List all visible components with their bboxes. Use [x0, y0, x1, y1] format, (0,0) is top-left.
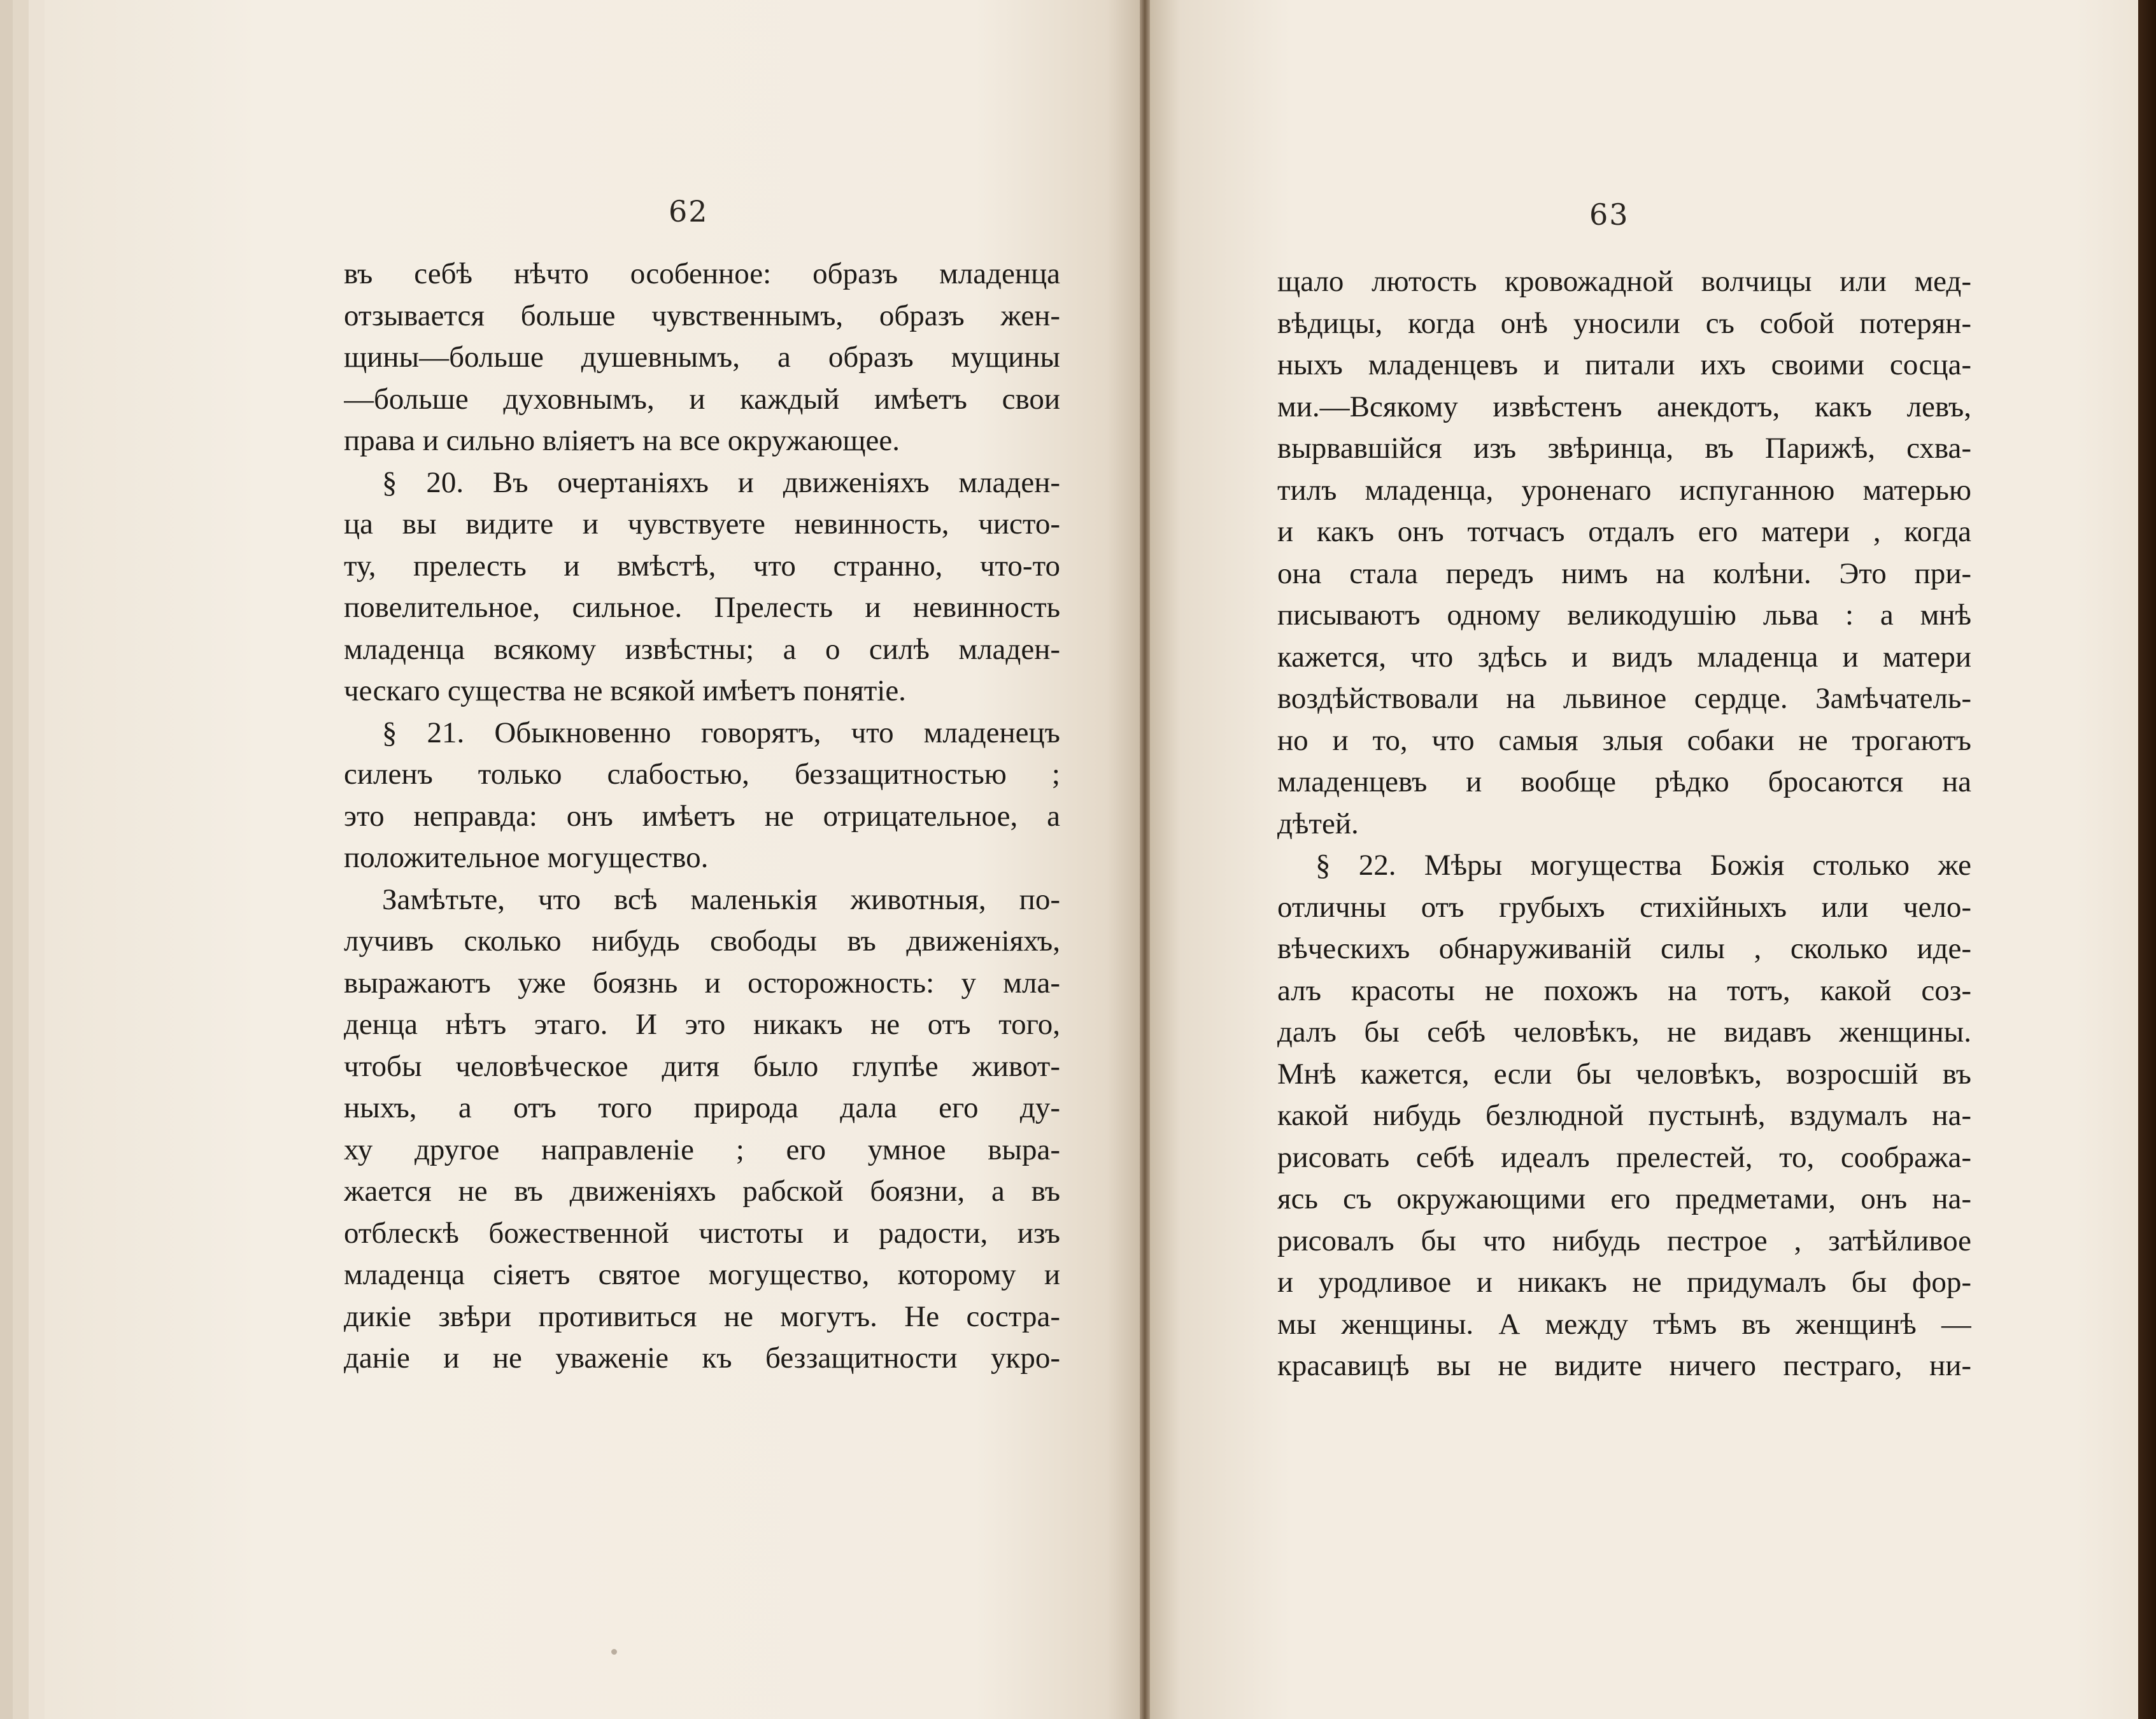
text-line: Замѣтьте, что всѣ маленькія животныя, по-	[382, 882, 1060, 916]
text-line: воздѣйствовали на львиное сердце. Замѣчатель-	[1277, 682, 1971, 715]
text-line: даніе и не уваженіе къ беззащитности укро-	[344, 1341, 1060, 1375]
text-line: —больше духовнымъ, и каждый имѣетъ свои	[344, 382, 1060, 416]
text-line: она стала передъ нимъ на колѣни. Это при-	[1277, 556, 1971, 590]
text-line: ху другое направленіе ; его умное выра-	[344, 1133, 1060, 1166]
text-line: алъ красоты не похожъ на тотъ, какой соз-	[1277, 973, 1971, 1007]
text-line: § 22. Мѣры могущества Божія столько же	[1316, 849, 1971, 882]
text-line: § 20. Въ очертаніяхъ и движеніяхъ младен-	[382, 465, 1060, 499]
text-line: § 21. Обыкновенно говорятъ, что младенецъ	[382, 716, 1060, 749]
text-line: ту, прелесть и вмѣстѣ, что странно, что-то	[344, 549, 1060, 583]
text-line: рисовать себѣ идеалъ прелестей, то, сообража-	[1277, 1140, 1971, 1174]
text-line: ныхъ младенцевъ и питали ихъ своими сосца-	[1277, 348, 1971, 381]
text-line: и уродливое и никакъ не придумалъ бы фор-	[1277, 1266, 1971, 1299]
text-line: ца вы видите и чувствуете невинность, чисто-	[344, 507, 1060, 541]
text-line: ми.—Всякому извѣстенъ анекдотъ, какъ левъ,	[1277, 390, 1971, 423]
text-line: красавицѣ вы не видите ничего пестраго, ни-	[1277, 1349, 1971, 1382]
text-line: силенъ только слабостью, беззащитностью ;	[344, 758, 1060, 791]
book-gutter	[1140, 0, 1150, 1719]
paper-speck	[611, 1649, 617, 1655]
page-body-text	[344, 253, 1060, 1380]
text-line: рисовалъ бы что нибудь пестрое , затѣйливое	[1277, 1224, 1971, 1257]
text-line: писываютъ одному великодушію льва : а мнѣ	[1277, 598, 1971, 632]
text-line: это неправда: онъ имѣетъ не отрицательное, а	[344, 799, 1060, 833]
text-line: жается не въ движеніяхъ рабской боязни, а въ	[344, 1175, 1060, 1208]
text-line: лучивъ сколько нибудь свободы въ движеніяхъ,	[344, 924, 1060, 958]
text-line: дикіе звѣри противиться не могутъ. Не состра-	[344, 1299, 1060, 1333]
text-line: младенцевъ и вообще рѣдко бросаются на	[1277, 765, 1971, 798]
text-line: отзывается больше чувственнымъ, образъ жен-	[344, 299, 1060, 332]
text-line: мы женщины. А между тѣмъ въ женщинѣ —	[1277, 1307, 1971, 1341]
text-line: чтобы человѣческое дитя было глупѣе живот-	[344, 1049, 1060, 1083]
text-line: вырвавшійся изъ звѣринца, въ Парижѣ, схва-	[1277, 432, 1971, 465]
text-line: повелительное, сильное. Прелесть и невинность	[344, 591, 1060, 624]
text-line: отличны отъ грубыхъ стихійныхъ или чело-	[1277, 890, 1971, 924]
text-line: вѣдицы, когда онѣ уносили съ собой потерян-	[1277, 306, 1971, 340]
text-line: какой нибудь безлюдной пустынѣ, вздумалъ на-	[1277, 1099, 1971, 1132]
text-line: ясь съ окружающими его предметами, онъ на-	[1277, 1182, 1971, 1215]
page-number: 63	[1589, 197, 1629, 232]
text-line: въ себѣ нѣчто особенное: образъ младенца	[344, 257, 1060, 290]
text-line: выражаютъ уже боязнь и осторожность: у мла-	[344, 966, 1060, 1000]
page-number: 62	[669, 194, 709, 229]
text-line: кажется, что здѣсь и видъ младенца и матери	[1277, 640, 1971, 674]
text-line: положительное могущество.	[344, 841, 709, 874]
scan-border	[2138, 0, 2156, 1719]
text-line: тилъ младенца, уроненаго испуганною матерью	[1277, 473, 1971, 507]
text-line: щины—больше душевнымъ, а образъ мущины	[344, 341, 1060, 374]
text-line: далъ бы себѣ человѣкъ, не видавъ женщины.	[1277, 1015, 1971, 1049]
text-line: младенца всякому извѣстны; а о силѣ младен-	[344, 632, 1060, 666]
text-line: Мнѣ кажется, если бы человѣкъ, возросшій въ	[1277, 1057, 1971, 1091]
text-line: отблескѣ божественной чистоты и радости, изъ	[344, 1216, 1060, 1250]
text-line: но и то, что самыя злыя собаки не трогаютъ	[1277, 723, 1971, 757]
right-page	[1150, 0, 2156, 1719]
text-line: и какъ онъ тотчасъ отдалъ его матери , когда	[1277, 515, 1971, 548]
text-line: вѣческихъ обнаруживаній силы , сколько иде-	[1277, 932, 1971, 965]
text-line: дѣтей.	[1277, 807, 1359, 840]
text-line: права и сильно вліяетъ на все окружающее.	[344, 424, 900, 457]
page-body-text	[1277, 261, 1971, 1387]
text-line: ческаго существа не всякой имѣетъ понятіе.	[344, 674, 906, 707]
left-page	[45, 0, 1140, 1719]
text-line: щало лютость кровожадной волчицы или мед-	[1277, 265, 1971, 298]
text-line: ныхъ, а отъ того природа дала его ду-	[344, 1091, 1060, 1124]
text-line: денца нѣтъ этаго. И это никакъ не отъ того,	[344, 1008, 1060, 1041]
text-line: младенца сіяетъ святое могущество, которому и	[344, 1258, 1060, 1291]
